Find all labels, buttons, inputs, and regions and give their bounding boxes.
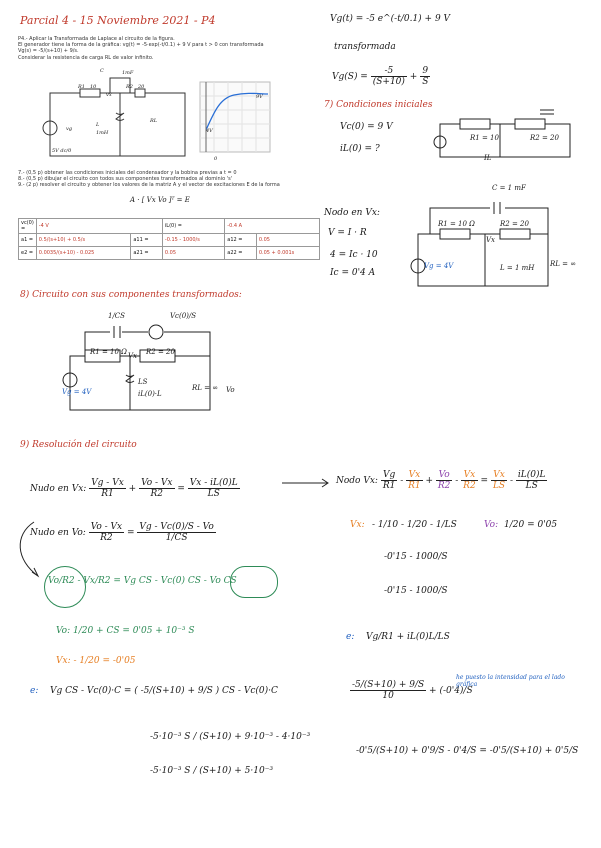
fraction	[137, 522, 215, 543]
fraction	[89, 478, 126, 499]
e-left-label: e:	[30, 686, 39, 696]
e-left-eq-3: -5·10⁻³ S / (S+10) + 5·10⁻³	[150, 766, 274, 776]
denominator: (S+10)	[372, 77, 405, 87]
nodo-l: L = 1 mH	[500, 264, 535, 272]
circuit-8	[60, 320, 230, 420]
fraction	[420, 66, 430, 87]
denominator: R1	[408, 481, 421, 491]
ohm-law: V = I · R	[328, 228, 367, 238]
il-term: (-0'4)/S	[439, 686, 473, 696]
table-cell: a1 =	[19, 234, 37, 247]
denominator: R1	[382, 481, 396, 491]
nodo-r2: R2 = 20	[500, 220, 529, 228]
numerator: Vg	[381, 470, 398, 481]
c8-cs: 1/CS	[108, 312, 125, 320]
problem-line: P4.- Aplicar la Transformada de Laplace al circuito de la figura.	[18, 36, 175, 42]
vx-line: Vx: - 1/20 = -0'05	[56, 656, 136, 666]
questions	[18, 170, 318, 189]
e-right-fraction: $\frac{-5/(S+10) + 9/S}{10}$ + (-0'4)/S	[352, 680, 473, 701]
circuit-7	[430, 112, 580, 172]
numerator: -5	[371, 66, 407, 77]
highlight-circle	[44, 566, 86, 608]
c7-r1: R1 = 10	[470, 134, 499, 142]
denominator: R2	[100, 533, 113, 543]
arrow-right	[282, 478, 332, 488]
nodo-vx: Vx	[486, 236, 496, 244]
table-cell: -4 V	[36, 219, 162, 234]
e-right-label: e:	[346, 632, 355, 642]
il0-eq: iL(0) = ?	[340, 144, 380, 154]
green-equation: Vo/R2 - Vx/R2 = Vg CS - Vc(0) CS - Vo CS	[48, 576, 237, 586]
numerator: iL(0)L	[517, 470, 546, 480]
denominator: R1	[101, 489, 114, 499]
matrix-equation: A · [ Vx Vo ]ᵀ = E	[130, 196, 190, 204]
plot-label-4v: 4V	[206, 128, 213, 134]
fraction	[350, 680, 426, 701]
denominator: 1/CS	[165, 533, 188, 543]
c8-il: iL(0)·L	[138, 390, 162, 398]
printed-label-r2val: 20	[138, 84, 145, 90]
denominator: LS	[492, 481, 506, 491]
denominator: R2	[463, 481, 476, 491]
fraction	[436, 470, 453, 491]
fraction	[139, 478, 174, 499]
fraction	[516, 470, 548, 491]
numerator: Vx	[491, 470, 507, 481]
table-cell: 0.0035/(s+10) - 0.025	[36, 247, 131, 260]
label: Nudo en Vx:	[30, 484, 87, 494]
fraction	[371, 66, 407, 87]
denominator: LS	[525, 481, 538, 491]
numerator: Vx - iL(0)L	[189, 478, 238, 488]
c-label: C = 1 mF	[492, 184, 526, 192]
problem-line: El generador tiene la forma de la gráfica: vg(t) = -5·exp(-t/0.1) + 9 V para t > 0 con transformada	[18, 42, 264, 49]
table-cell: a12 =	[225, 234, 257, 247]
numerator: 9	[420, 66, 430, 77]
numerator: Vo - Vx	[141, 478, 173, 488]
label: Nodo Vx:	[336, 476, 378, 486]
table-cell: -0.15 - 1000/s	[162, 234, 224, 247]
printed-label-rl: RL	[150, 118, 158, 124]
table-cell: 0.05 + 0.001s	[256, 247, 319, 260]
table-cell: 0.5/(s+10) + 0.5/s	[36, 234, 131, 247]
e-note: he puesto la intensidad para el lado gráfica	[456, 674, 565, 688]
denominator: LS	[207, 489, 220, 499]
nodo-vx-heading: Nodo en Vx:	[324, 208, 380, 218]
problem-line: Vg(s) = -5/(s+10) + 9/s.	[18, 48, 79, 55]
c8-vc: Vc(0)/S	[170, 312, 197, 320]
vx-coef-label: Vx:	[350, 520, 365, 530]
vo-coef: 1/20 = 0'05	[504, 520, 558, 530]
denominator: S	[422, 77, 429, 87]
printed-label-l: L	[96, 122, 100, 128]
table-row	[19, 219, 320, 234]
curved-arrow	[14, 520, 44, 580]
plot-label-9v: 9V	[256, 94, 263, 100]
section-9-heading: 9) Resolución del circuito	[20, 440, 137, 450]
table-cell: vc(0) =	[19, 219, 37, 234]
table-cell: a11 =	[131, 234, 163, 247]
table-cell: 0.05	[256, 234, 319, 247]
vx-coef: - 1/10 - 1/20 - 1/LS	[372, 520, 457, 530]
table-row	[19, 234, 320, 247]
nodo-rl: RL = ∞	[550, 260, 577, 268]
numerator: -5/(S+10) + 9/S	[352, 680, 425, 690]
printed-label-lval: 1mH	[96, 130, 109, 136]
table-cell: e2 =	[19, 247, 37, 260]
denominator: R2	[150, 489, 164, 499]
vc0-eq: Vc(0) = 9 V	[340, 122, 393, 132]
printed-label-vg: vg	[66, 126, 73, 132]
vg-time-eq: Vg(t) = -5 e^(-t/0.1) + 9 V	[330, 14, 451, 24]
numerator: Vo - Vx	[90, 522, 123, 532]
printed-label-r1val: 10	[90, 84, 97, 90]
vg-plot	[200, 82, 270, 152]
c7-r2: R2 = 20	[530, 134, 559, 142]
printed-label-c: C	[100, 68, 104, 74]
fraction	[461, 470, 478, 491]
c8-ls: LS	[138, 378, 148, 386]
table-row	[19, 247, 320, 260]
question-9: 9.- (2 p) resolver el circuito y obtener los valores de la matriz A y el vector de excitaciones E de la forma	[18, 182, 280, 189]
table-cell: -0.4 A	[225, 219, 320, 234]
fraction	[188, 478, 240, 499]
ic-eq: Ic = 0'4 A	[330, 268, 376, 278]
problem-line: Considerar la resistencia de carga RL de valor infinito.	[18, 54, 154, 61]
table-cell: a21 =	[131, 247, 163, 260]
c8-vx: Vx	[128, 352, 138, 360]
nodo-r1: R1 = 10 Ω	[438, 220, 475, 228]
e-final: -0'5/(S+10) + 0'9/S - 0'4/S = -0'5/(S+10) + 0'5/S	[356, 746, 579, 756]
vo-line: Vo: 1/20 + CS = 0'05 + 10⁻³ S	[56, 626, 195, 636]
c8-rl: RL = ∞	[192, 384, 219, 392]
c7-il: IL	[484, 154, 492, 162]
section-8-heading: 8) Circuito con sus componentes transformados:	[20, 290, 242, 300]
numerator: Vo	[436, 470, 453, 481]
vo-coef-label: Vo:	[484, 520, 499, 530]
vg-s-eq: Vg(S) = $\frac{-5}{(S+10)}$ + $\frac{9}{S}$	[332, 66, 429, 87]
plot-label-0: 0	[214, 156, 218, 162]
printed-label-vx: vx	[106, 92, 112, 98]
vx-result-1: -0'15 - 1000/S	[384, 552, 448, 562]
table-cell: 0.05	[162, 247, 224, 260]
highlight-circle	[230, 566, 278, 598]
c8-vg: Vg = 4V	[62, 388, 92, 396]
fraction	[381, 470, 398, 491]
numerator: Vg - Vx	[91, 478, 124, 488]
fraction	[491, 470, 507, 491]
nodo-vx-right: Nodo Vx: $\frac{Vg}{R1}$ - $\frac{Vx}{R1}$ + $\frac{Vo}{R2}$ - $\frac{Vx}{R2}$ = $\frac{Vx}{LS}$ - $\frac{iL(0)L}{LS}$	[336, 470, 546, 491]
printed-label-cval: 1mF	[122, 70, 134, 76]
question-7: 7.- (0,5 p) obtener las condiciones iniciales del condensador y la bobina previas a t = 0	[18, 170, 237, 176]
fraction	[89, 522, 124, 543]
e-left-eq-2: -5·10⁻³ S / (S+10) + 9·10⁻³ - 4·10⁻³	[150, 732, 311, 742]
nodo-vo: Nudo en Vo: $\frac{Vo - Vx}{R2}$ = $\frac{Vg - Vc(0)/S - Vo}{1/CS}$	[30, 522, 214, 543]
e-left-eq: Vg CS - Vc(0)·C = ( -5/(S+10) + 9/S ) CS - Vc(0)·C	[50, 686, 278, 696]
c8-vo: Vo	[226, 386, 235, 394]
page-title: Parcial 4 - 15 Noviembre 2021 - P4	[20, 14, 216, 27]
transformada-label: transformada	[334, 42, 396, 52]
c8-r1: R1 = 10 Ω	[90, 348, 127, 356]
section-7-heading: 7) Condiciones iniciales	[324, 100, 433, 110]
denominator: R2	[437, 481, 451, 491]
numerator: Vg - Vc(0)/S - Vo	[139, 522, 214, 532]
denominator: 10	[382, 691, 394, 701]
nodo-vg: Vg = 4V	[424, 262, 454, 270]
label: Nudo en Vo:	[30, 528, 86, 538]
numerator: Vx	[461, 470, 478, 481]
printed-label-r2: R2	[126, 84, 133, 90]
printed-label-dc: 5V dc/0	[52, 148, 72, 154]
four-eq: 4 = Ic · 10	[330, 250, 378, 260]
table-cell: a22 =	[225, 247, 257, 260]
printed-label-r1: R1	[78, 84, 85, 90]
vx-result-2: -0'15 - 1000/S	[384, 586, 448, 596]
answer-table	[18, 218, 320, 260]
e-right-eq: Vg/R1 + iL(0)L/LS	[366, 632, 450, 642]
question-8: 8.- (0,5 p) dibujar el circuito con todos sus componentes transformados al dominio 's'	[18, 176, 233, 183]
fraction	[406, 470, 423, 491]
numerator: Vx	[406, 470, 423, 481]
nodo-vx-left: Nudo en Vx: $\frac{Vg - Vx}{R1}$ + $\frac{Vo - Vx}{R2}$ = $\frac{Vx - iL(0)L}{LS}$	[30, 478, 238, 499]
circuit-nodo	[410, 196, 570, 296]
table-cell: iL(0) =	[162, 219, 224, 234]
vg-s-lhs: Vg(S) =	[332, 72, 368, 82]
c8-r2: R2 = 20	[146, 348, 175, 356]
problem-statement	[18, 36, 318, 61]
